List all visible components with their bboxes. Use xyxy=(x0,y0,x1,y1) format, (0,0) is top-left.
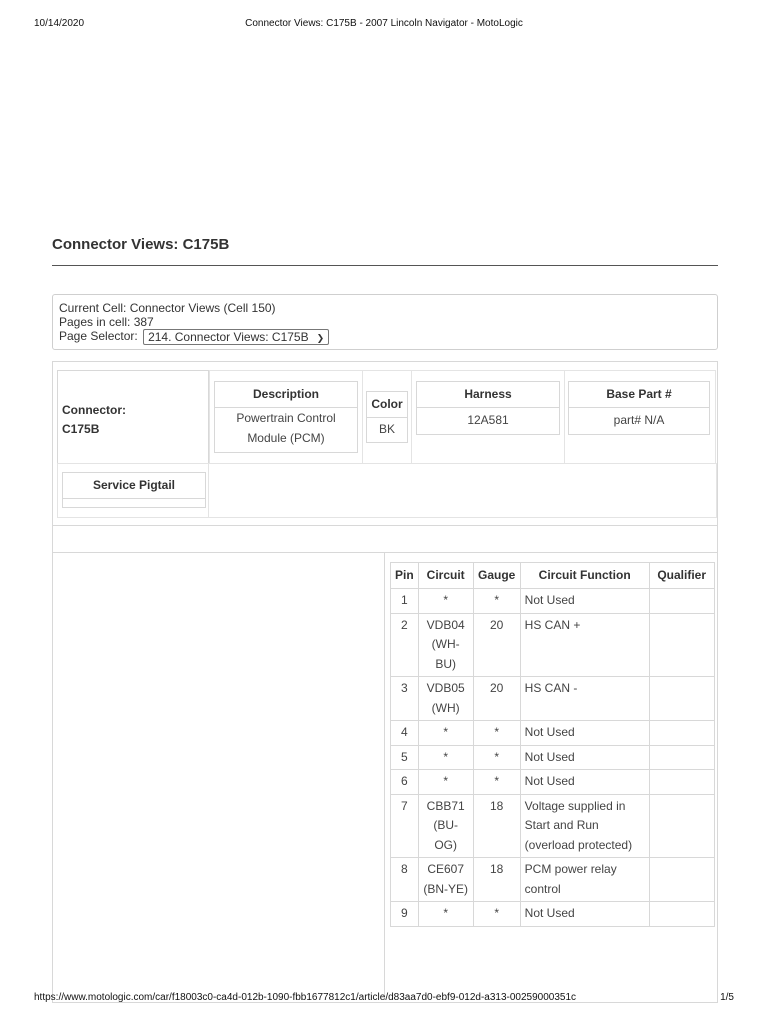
circuit-cell: * xyxy=(418,745,473,770)
qualifier-cell xyxy=(649,745,714,770)
connector-label: Connector: xyxy=(62,403,126,417)
pin-cell: 7 xyxy=(391,794,419,858)
connector-cell xyxy=(57,370,209,464)
gauge-cell: * xyxy=(473,745,520,770)
page-title: Connector Views: C175B xyxy=(52,236,718,266)
function-cell: Not Used xyxy=(520,721,649,746)
table-row xyxy=(391,721,715,746)
circuit-cell: VDB05 (WH) xyxy=(418,677,473,721)
service-pigtail-box xyxy=(62,472,206,508)
table-row xyxy=(391,589,715,614)
table-row xyxy=(391,613,715,677)
print-header xyxy=(34,18,734,32)
function-cell: Voltage supplied in Start and Run (overload protected) xyxy=(520,794,649,858)
description-header: Description xyxy=(215,382,357,408)
pin-cell: 1 xyxy=(391,589,419,614)
circuit-cell: * xyxy=(418,721,473,746)
gauge-cell: 18 xyxy=(473,794,520,858)
page-selector-row xyxy=(59,329,711,345)
current-cell-text: Current Cell: Connector Views (Cell 150) xyxy=(59,301,276,315)
harness-header: Harness xyxy=(417,382,559,408)
harness-box xyxy=(416,381,560,435)
gauge-cell: * xyxy=(473,721,520,746)
pigtail-row-filler xyxy=(208,463,717,518)
page-selector-value: 214. Connector Views: C175B xyxy=(148,330,309,344)
page-selector-dropdown[interactable] xyxy=(143,329,329,345)
pin-cell: 6 xyxy=(391,770,419,795)
pin-cell: 2 xyxy=(391,613,419,677)
print-footer xyxy=(34,992,734,1006)
service-pigtail-header: Service Pigtail xyxy=(63,473,205,499)
gauge-cell: * xyxy=(473,770,520,795)
chevron-down-icon: ❯ xyxy=(316,333,325,343)
function-cell: Not Used xyxy=(520,770,649,795)
gauge-cell: * xyxy=(473,902,520,927)
pages-in-cell-text: Pages in cell: 387 xyxy=(59,315,154,329)
page-selector-label: Page Selector: xyxy=(59,329,138,344)
circuit-cell: VDB04 (WH-BU) xyxy=(418,613,473,677)
table-row xyxy=(391,858,715,902)
circuit-cell: * xyxy=(418,902,473,927)
table-row xyxy=(391,677,715,721)
pin-cell: 9 xyxy=(391,902,419,927)
header-pin: Pin xyxy=(391,563,419,589)
spacer-row xyxy=(53,525,717,553)
base-part-header: Base Part # xyxy=(569,382,709,408)
gauge-cell: 20 xyxy=(473,613,520,677)
qualifier-cell xyxy=(649,677,714,721)
header-circuit-function: Circuit Function xyxy=(520,563,649,589)
qualifier-cell xyxy=(649,902,714,927)
print-page-number: 1/5 xyxy=(720,992,734,1003)
harness-value: 12A581 xyxy=(467,413,509,427)
qualifier-cell xyxy=(649,589,714,614)
print-title: Connector Views: C175B - 2007 Lincoln Navigator - MotoLogic xyxy=(245,18,523,29)
gauge-cell: * xyxy=(473,589,520,614)
connector-image-area xyxy=(53,552,385,1000)
pin-cell: 5 xyxy=(391,745,419,770)
connector-name: C175B xyxy=(62,422,100,436)
base-part-box xyxy=(568,381,710,435)
base-part-value: part# N/A xyxy=(613,413,665,427)
pin-cell: 4 xyxy=(391,721,419,746)
circuit-cell: CBB71 (BU-OG) xyxy=(418,794,473,858)
gauge-cell: 20 xyxy=(473,677,520,721)
circuit-cell: * xyxy=(418,589,473,614)
table-row xyxy=(391,902,715,927)
pin-table-header-row xyxy=(391,563,715,589)
color-value: BK xyxy=(378,422,395,436)
color-box xyxy=(366,391,408,443)
print-url: https://www.motologic.com/car/f18003c0-ca4d-012b-1090-fbb1677812c1/article/d83aa7d0-ebf9-012d-a313-00259000351c xyxy=(34,992,577,1003)
function-cell: PCM power relay control xyxy=(520,858,649,902)
connector-label-block xyxy=(62,401,126,439)
pin-table xyxy=(390,562,715,927)
function-cell: HS CAN - xyxy=(520,677,649,721)
function-cell: Not Used xyxy=(520,902,649,927)
pin-cell: 8 xyxy=(391,858,419,902)
qualifier-cell xyxy=(649,794,714,858)
table-row xyxy=(391,794,715,858)
qualifier-cell xyxy=(649,770,714,795)
gauge-cell: 18 xyxy=(473,858,520,902)
pin-cell: 3 xyxy=(391,677,419,721)
header-gauge: Gauge xyxy=(473,563,520,589)
description-value: Powertrain Control Module (PCM) xyxy=(236,411,336,445)
print-date: 10/14/2020 xyxy=(34,18,85,29)
color-header: Color xyxy=(367,392,407,418)
circuit-cell: CE607 (BN-YE) xyxy=(418,858,473,902)
function-cell: Not Used xyxy=(520,745,649,770)
qualifier-cell xyxy=(649,858,714,902)
function-cell: Not Used xyxy=(520,589,649,614)
circuit-cell: * xyxy=(418,770,473,795)
table-row xyxy=(391,745,715,770)
cell-info-panel xyxy=(52,294,718,350)
qualifier-cell xyxy=(649,613,714,677)
table-row xyxy=(391,770,715,795)
description-box xyxy=(214,381,358,453)
header-qualifier: Qualifier xyxy=(649,563,714,589)
function-cell: HS CAN + xyxy=(520,613,649,677)
header-circuit: Circuit xyxy=(418,563,473,589)
qualifier-cell xyxy=(649,721,714,746)
